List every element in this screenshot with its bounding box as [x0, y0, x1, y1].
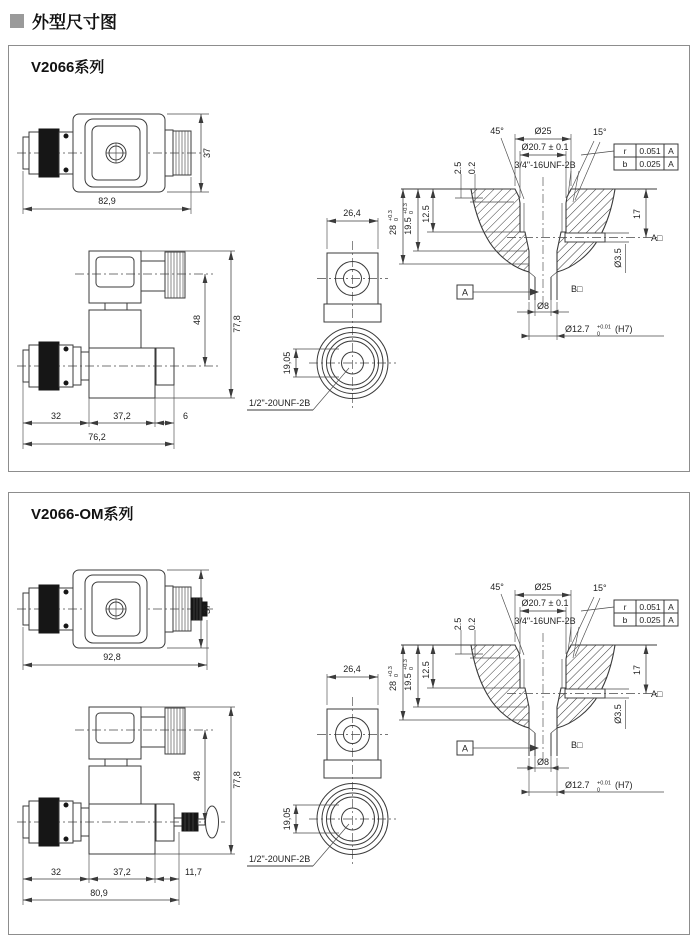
side-view: [17, 114, 212, 214]
thread-spec-dim: 3/4"-16UNF-2B: [514, 160, 576, 170]
datum-b-flag: B□: [571, 284, 583, 294]
panel-v2066: [8, 45, 690, 472]
page-header: [10, 8, 117, 33]
front-axis-dim: 48: [192, 770, 202, 782]
svg-text:Ø12.7: Ø12.7: [565, 324, 590, 334]
tol-row2-ref: A: [668, 159, 674, 169]
side-view-om: [17, 570, 213, 670]
tol-row2-sym: b: [622, 159, 628, 169]
svg-text:28: 28: [388, 224, 398, 236]
side-width-dim: 82,9: [98, 196, 116, 206]
svg-text:0: 0: [394, 217, 400, 221]
header-square-icon: [10, 14, 24, 28]
depth-28-dim: [388, 210, 400, 235]
panel-v2066-om-title: V2066-OM系列: [31, 506, 134, 523]
svg-text:+0.3: +0.3: [388, 210, 394, 221]
front-seg3-dim: 6: [183, 411, 189, 421]
svg-text:(H7): (H7): [615, 324, 633, 334]
connector-screw-icon: [106, 143, 126, 163]
depth-step1-dim: 2.5: [453, 161, 463, 175]
panel-v2066-om: [8, 492, 690, 935]
svg-text:+0.3: +0.3: [403, 203, 409, 214]
bottom-hole-dia-dim: Ø8: [536, 301, 550, 311]
side-height-dim: 37: [202, 147, 212, 159]
front-view: [17, 251, 242, 449]
cavity-section-om: [388, 582, 678, 796]
end-width-dim: 26,4: [343, 208, 361, 218]
thread-major-dia-dim: Ø20.7 ± 0.1: [521, 142, 569, 152]
tol-row1-ref: A: [668, 146, 674, 156]
chamfer-angle-dim: 45°: [490, 126, 504, 136]
svg-text:0: 0: [409, 210, 415, 214]
end-view-om: [247, 664, 396, 866]
svg-text:0: 0: [597, 331, 601, 338]
cavity-section: [388, 126, 678, 340]
front-seg2-dim: 37,2: [113, 411, 131, 421]
counterbore-dia-dim: Ø25: [534, 126, 552, 136]
end-thread-callout: 1/2"-20UNF-2B: [249, 398, 311, 408]
front-total-dim: 80,9: [90, 888, 108, 898]
svg-text:19.5: 19.5: [403, 217, 413, 235]
side-width-dim: 92,8: [103, 652, 121, 662]
svg-text:+0.01: +0.01: [597, 324, 611, 331]
cross-hole-offset-dim: 17: [632, 208, 642, 220]
tol-row1-val: 0.051: [639, 146, 661, 156]
front-height-dim: 77,8: [232, 771, 242, 789]
datum-a-flag: A□: [651, 233, 663, 243]
cross-hole-dia-dim: Ø3.5: [613, 248, 623, 268]
side-height-dim: 37: [202, 603, 212, 615]
pilot-dia-dim: [565, 324, 633, 338]
front-height-dim: 77,8: [232, 315, 242, 333]
end-view: [247, 208, 396, 410]
front-axis-dim: 48: [192, 314, 202, 326]
depth-step2-dim: 0.2: [467, 161, 477, 175]
tol-row1-sym: r: [623, 146, 627, 156]
panel-v2066-title: V2066系列: [31, 59, 105, 76]
end-hex-dim: 19,05: [282, 351, 292, 375]
tolerance-table: [614, 144, 678, 170]
front-view-om: [17, 707, 242, 905]
page-title: 外型尺寸图: [32, 13, 117, 32]
front-seg3-dim: 11,7: [185, 867, 202, 877]
front-seg2-dim: 37,2: [113, 867, 131, 877]
v2066-drawing: [9, 46, 687, 469]
connector-screw-icon: [106, 599, 126, 619]
front-seg1-dim: 32: [50, 867, 62, 877]
front-total-dim: 76,2: [88, 432, 106, 442]
v2066-om-drawing: [9, 493, 687, 932]
depth-19-dim: [403, 203, 415, 235]
taper-angle-dim: 15°: [593, 127, 607, 137]
depth-thread-dim: 12.5: [421, 205, 431, 223]
front-seg1-dim: 32: [50, 411, 62, 421]
tol-row2-val: 0.025: [639, 159, 661, 169]
datum-a-label: A: [461, 287, 469, 298]
